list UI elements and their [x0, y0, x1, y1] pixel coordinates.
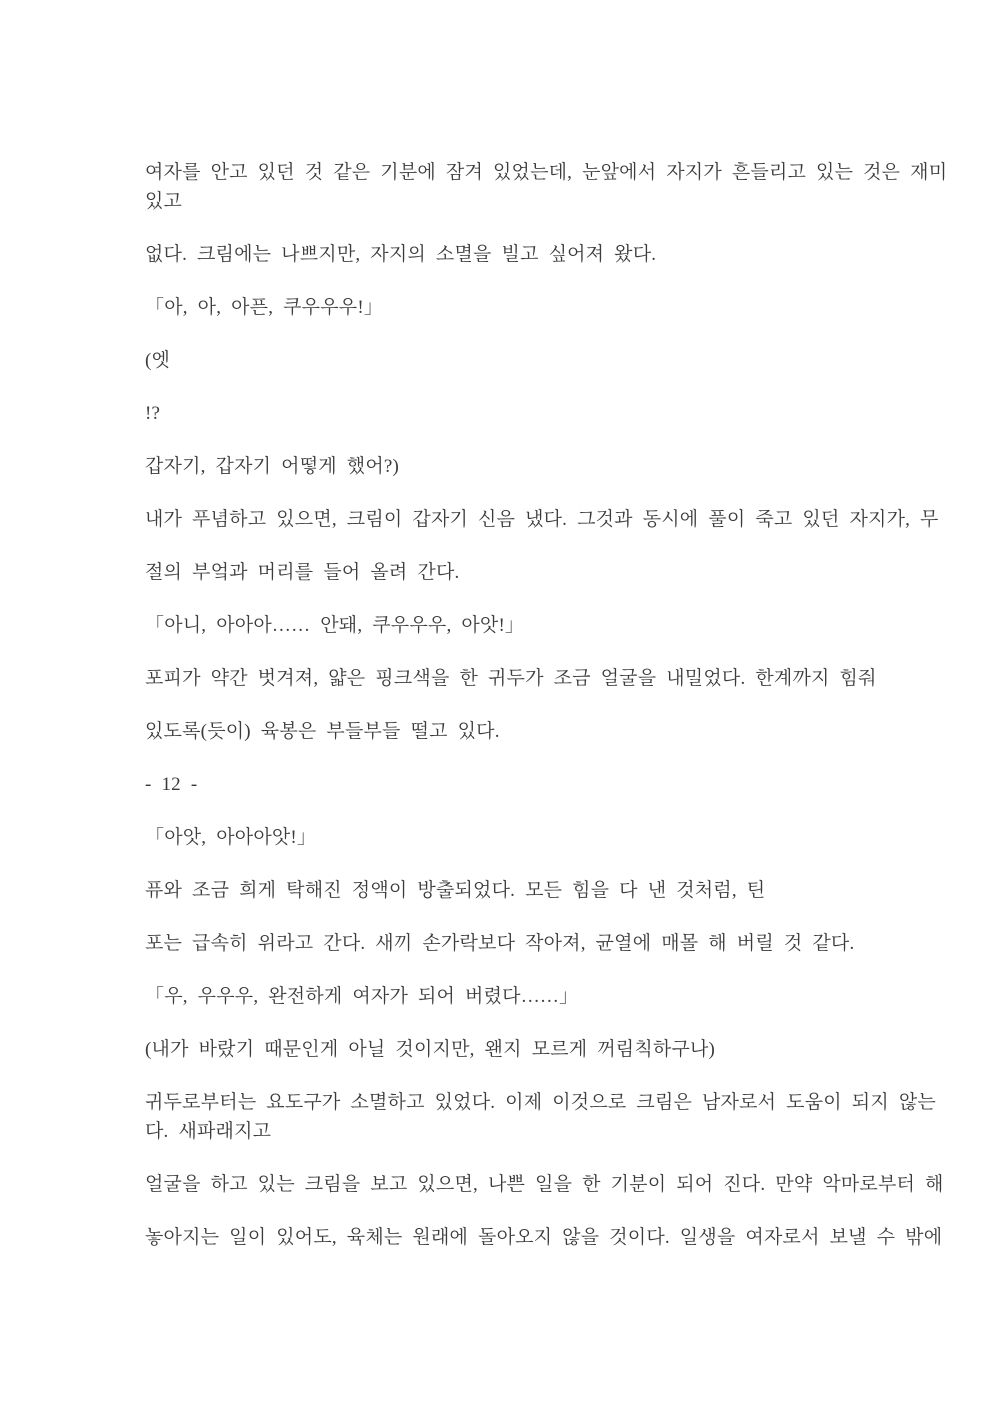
text-line: 귀두로부터는 요도구가 소멸하고 있었다. 이제 이것으로 크림은 남자로서 도움이 되지 않는 [145, 1092, 936, 1113]
paragraph [145, 929, 872, 958]
text-line: 얼굴을 하고 있는 크림을 보고 있으면, 나쁜 일을 한 기분이 되어 진다. 만약 악마로부터 해 [145, 1174, 944, 1195]
paragraph [145, 158, 948, 216]
paragraph [145, 399, 872, 428]
paragraph [145, 452, 872, 481]
text-line: 여자를 안고 있던 것 같은 기분에 잠겨 있었는데, 눈앞에서 자지가 흔들리고 있는 것은 재미 [145, 162, 948, 183]
paragraph [145, 293, 872, 322]
text-line: 갑자기, 갑자기 어떻게 했어?) [145, 456, 400, 477]
paragraph [145, 240, 872, 269]
paragraph [145, 876, 872, 905]
text-line: 「아앗, 아아아앗!」 [145, 827, 317, 848]
text-line: 절의 부엌과 머리를 들어 올려 간다. [145, 562, 460, 583]
text-line: 포는 급속히 위라고 간다. 새끼 손가락보다 작아져, 균열에 매몰 해 버릴 것 같다. [145, 933, 855, 954]
paragraph [145, 1170, 944, 1199]
page-number-text: - 12 - [145, 774, 198, 795]
text-line: 「아니, 아아아…… 안돼, 쿠우우우, 아앗!」 [145, 615, 525, 636]
page-number [145, 770, 872, 799]
paragraph [145, 346, 872, 375]
paragraph [145, 1223, 943, 1252]
paragraph [145, 1088, 936, 1146]
text-line: 퓨와 조금 희게 탁해진 정액이 방출되었다. 모든 힘을 다 낸 것처럼, 틴 [145, 880, 766, 901]
text-line: 내가 푸념하고 있으면, 크림이 갑자기 신음 냈다. 그것과 동시에 풀이 죽고 있던 자지가, 무 [145, 509, 939, 530]
text-line: (내가 바랐기 때문인게 아닐 것이지만, 왠지 모르게 꺼림칙하구나) [145, 1039, 716, 1060]
paragraph [145, 611, 872, 640]
paragraph [145, 505, 939, 534]
paragraph [145, 558, 872, 587]
text-line: 포피가 약간 벗겨져, 얇은 핑크색을 한 귀두가 조금 얼굴을 내밀었다. 한계까지 힘줘 [145, 668, 877, 689]
text-line: 다. 새파래지고 [145, 1121, 272, 1142]
text-line: 없다. 크림에는 나쁘지만, 자지의 소멸을 빌고 싶어져 왔다. [145, 244, 657, 265]
text-line: 있고 [145, 191, 183, 212]
text-line: 「아, 아, 아픈, 쿠우우우!」 [145, 297, 384, 318]
paragraph [145, 717, 872, 746]
paragraph [145, 664, 877, 693]
text-line: 놓아지는 일이 있어도, 육체는 원래에 돌아오지 않을 것이다. 일생을 여자로서 보낼 수 밖에 [145, 1227, 943, 1248]
paragraph [145, 1035, 872, 1064]
text-line: 있도록(듯이) 육봉은 부들부들 떨고 있다. [145, 721, 500, 742]
text-line: (엣 [145, 350, 171, 371]
paragraph [145, 823, 872, 852]
text-line: 「우, 우우우, 완전하게 여자가 되어 버렸다……」 [145, 986, 579, 1007]
text-line: !? [145, 403, 161, 424]
paragraph [145, 982, 872, 1011]
